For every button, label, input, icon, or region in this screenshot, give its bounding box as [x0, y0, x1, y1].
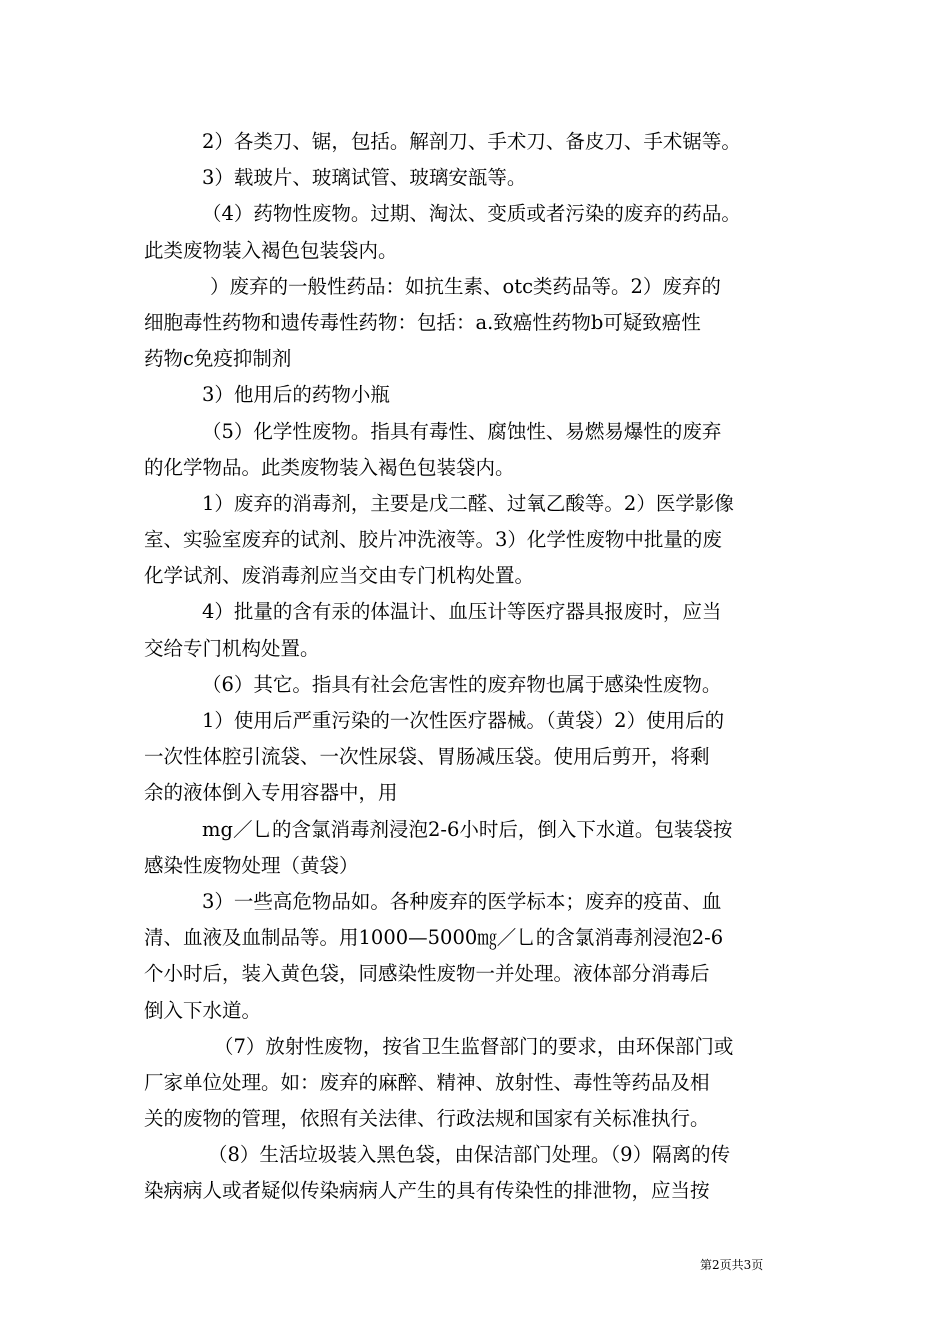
text-line: 个小时后，装入黄色袋，同感染性废物一并处理。液体部分消毒后 [144, 962, 710, 986]
text-line: （7）放射性废物，按省卫生监督部门的要求，由环保部门或 [214, 1034, 734, 1058]
text-line: 2）各类刀、锯，包括。解剖刀、手术刀、备皮刀、手术锯等。 [202, 130, 741, 153]
text-line: 厂家单位处理。如：废弃的麻醉、精神、放射性、毒性等药品及相 [144, 1070, 710, 1094]
text-line: 1）废弃的消毒剂，主要是戊二醛、过氧乙酸等。2）医学影像 [202, 491, 734, 515]
text-line: （5）化学性废物。指具有毒性、腐蚀性、易燃易爆性的废弃 [202, 419, 722, 443]
text-line: 3）载玻片、玻璃试管、玻璃安瓿等。 [202, 166, 527, 190]
text-line: 3）他用后的药物小瓶 [202, 383, 390, 407]
text-line: 染病病人或者疑似传染病病人产生的具有传染性的排泄物，应当按 [144, 1179, 710, 1203]
text-line: 细胞毒性药物和遗传毒性药物：包括：a.致癌性药物b可疑致癌性 [144, 310, 701, 334]
text-line: 感染性废物处理（黄袋） [144, 853, 359, 877]
text-line: 室、实验室废弃的试剂、胶片冲洗液等。3）化学性废物中批量的废 [144, 528, 722, 552]
page-number: 第2页共3页 [700, 1258, 764, 1272]
text-line: 化学试剂、废消毒剂应当交由专门机构处置。 [144, 564, 535, 588]
text-line: 此类废物装入褐色包装袋内。 [144, 238, 398, 262]
text-line: 3）一些高危物品如。各种废弃的医学标本；废弃的疫苗、血 [202, 889, 722, 913]
text-line: 余的液体倒入专用容器中，用 [144, 781, 398, 805]
text-line: 一次性体腔引流袋、一次性尿袋、胃肠减压袋。使用后剪开，将剩 [144, 745, 710, 769]
text-line: （4）药物性废物。过期、淘汰、变质或者污染的废弃的药品。 [202, 202, 741, 226]
text-line: 清、血液及血制品等。用1000—5000㎎／乚的含氯消毒剂浸泡2-6 [144, 926, 724, 950]
text-line: （6）其它。指具有社会危害性的废弃物也属于感染性废物。 [202, 672, 722, 696]
text-line: 交给专门机构处置。 [144, 636, 320, 660]
text-line: ）废弃的一般性药品：如抗生素、otc类药品等。2）废弃的 [210, 274, 721, 298]
text-line: 的化学物品。此类废物装入褐色包装袋内。 [144, 455, 515, 479]
text-line: 药物c免疫抑制剂 [144, 347, 292, 371]
text-line: 关的废物的管理，依照有关法律、行政法规和国家有关标准执行。 [144, 1107, 710, 1131]
text-line: mg／乚的含氯消毒剂浸泡2-6小时后，倒入下水道。包装袋按 [202, 817, 733, 841]
text-line: 倒入下水道。 [144, 998, 262, 1022]
text-line: 4）批量的含有汞的体温计、血压计等医疗器具报废时，应当 [202, 600, 722, 624]
document-body [144, 124, 814, 1210]
text-line: （8）生活垃圾装入黑色袋，由保洁部门处理。（9）隔离的传 [208, 1143, 731, 1167]
text-line: 1）使用后严重污染的一次性医疗器械。（黄袋）2）使用后的 [202, 709, 725, 732]
